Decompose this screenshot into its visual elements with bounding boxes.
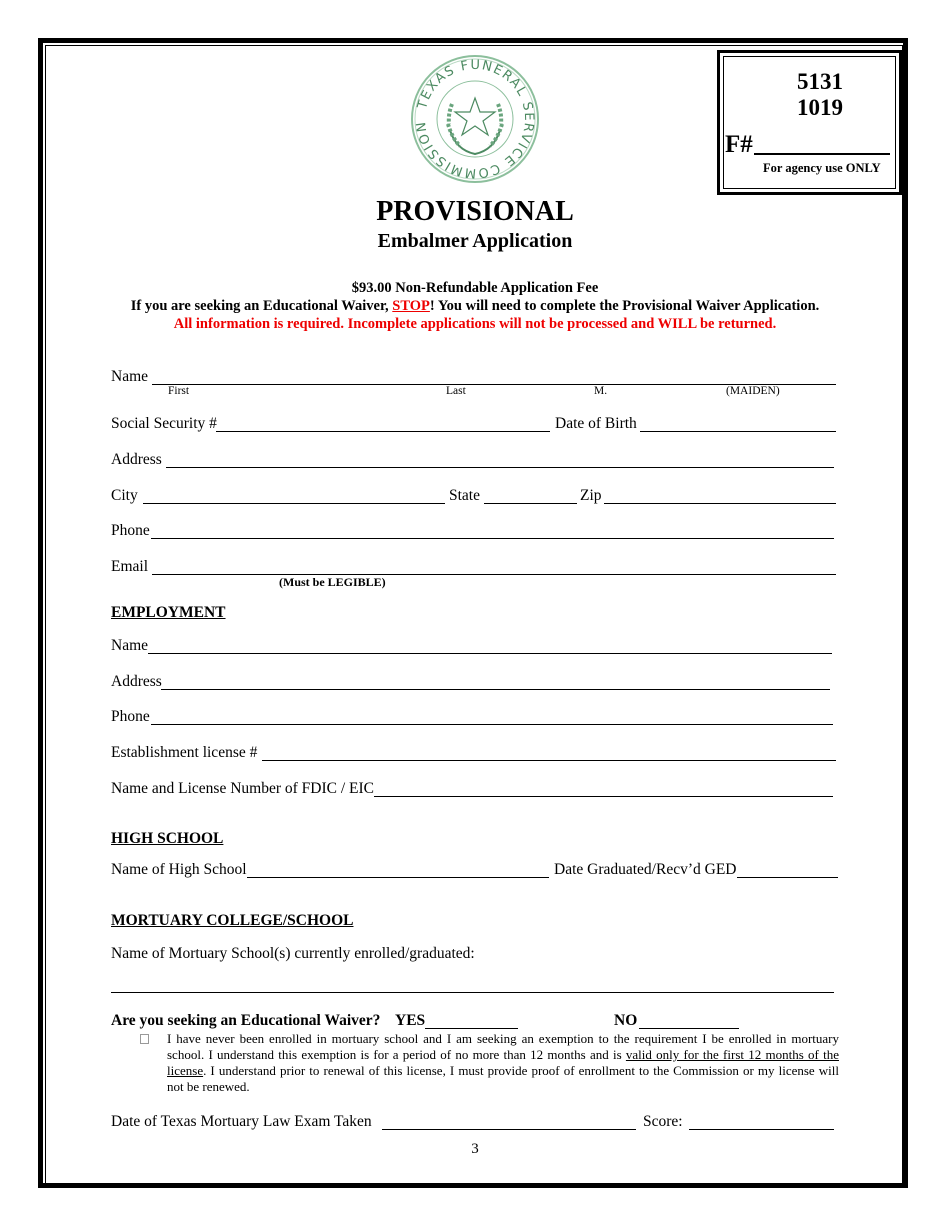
exam-date-field[interactable] [382,1129,636,1130]
establishment-license-field[interactable] [262,760,836,761]
score-label: Score: [643,1113,683,1130]
email-field[interactable] [152,574,836,575]
f-number-label: F# [725,131,753,158]
agency-number-1: 5131 [797,69,843,94]
name-label: Name [111,368,149,385]
stop-text: STOP [392,298,430,314]
agency-use-box [717,50,902,195]
city-field[interactable] [143,503,445,504]
fdic-label: Name and License Number of FDIC / EIC [111,780,375,797]
establishment-license-label: Establishment license # [111,744,258,761]
page-number: 3 [471,1141,479,1157]
employment-name-field[interactable] [148,653,832,654]
phone-label: Phone [111,522,150,539]
waiver-no-label: NO [614,1012,638,1029]
dob-field[interactable] [640,431,836,432]
city-label: City [111,487,138,504]
mortuary-name-field[interactable] [111,992,834,993]
legible-note: (Must be LEGIBLE) [279,575,386,589]
exam-label: Date of Texas Mortuary Law Exam Taken [111,1113,372,1130]
waiver-yes-label: YES [395,1012,426,1029]
fdic-field[interactable] [374,796,833,797]
employment-phone-label: Phone [111,708,150,725]
employment-phone-field[interactable] [151,724,833,725]
email-label: Email [111,558,149,575]
employment-name-label: Name [111,637,149,654]
required-notice: All information is required. Incomplete applications will not be processed and WILL be returned. [173,316,777,332]
graduated-label: Date Graduated/Recv’d GED [554,861,737,878]
mortuary-heading: MORTUARY COLLEGE/SCHOOL [111,912,354,929]
svg-text:TEXAS FUNERAL SERVICE COMMISSI: TEXAS FUNERAL SERVICE COMMISSION [413,57,537,181]
employment-address-label: Address [111,673,162,690]
waiver-question: Are you seeking an Educational Waiver? [111,1012,381,1029]
high-school-name-field[interactable] [247,877,549,878]
state-label: State [449,487,480,504]
employment-heading: EMPLOYMENT [111,604,226,621]
maiden-sublabel: (MAIDEN) [726,385,780,397]
zip-label: Zip [580,487,602,504]
ssn-label: Social Security # [111,415,217,432]
middle-sublabel: M. [594,385,608,397]
first-sublabel: First [168,385,190,397]
waiver-notice: If you are seeking an Educational Waiver, STOP! You will need to complete the Provisional Waiver Application. [130,298,820,314]
agency-number-2: 1019 [797,95,843,120]
employment-address-field[interactable] [161,689,830,690]
page-subtitle: Embalmer Application [377,230,573,252]
address-field[interactable] [166,467,834,468]
waiver-checkbox[interactable] [140,1034,149,1044]
graduated-field[interactable] [737,877,838,878]
dob-label: Date of Birth [555,415,637,432]
mortuary-name-label: Name of Mortuary School(s) currently enrolled/graduated: [111,945,475,962]
page-title: PROVISIONAL [376,196,574,227]
ssn-field[interactable] [216,431,550,432]
f-number-line[interactable] [754,153,890,155]
address-label: Address [111,451,162,468]
score-field[interactable] [689,1129,834,1130]
waiver-no-field[interactable] [639,1028,739,1029]
commission-seal [408,54,542,184]
waiver-statement: I have never been enrolled in mortuary school and I am seeking an exemption to the requirement I be enrolled in mortuary school. I understand this exemption is for a period of no more than 12 months and is valid only for the first 12 months of the license. I understand prior to renewal of this license, I must provide proof of enrollment to the Commission or my license will not be renewed. [167,1031,839,1094]
waiver-yes-field[interactable] [425,1028,518,1029]
fee-notice: $93.00 Non-Refundable Application Fee [351,280,599,296]
last-sublabel: Last [446,385,466,397]
zip-field[interactable] [604,503,836,504]
agency-use-note: For agency use ONLY [763,161,881,175]
high-school-heading: HIGH SCHOOL [111,830,224,847]
high-school-name-label: Name of High School [111,861,247,878]
phone-field[interactable] [151,538,834,539]
state-field[interactable] [484,503,577,504]
